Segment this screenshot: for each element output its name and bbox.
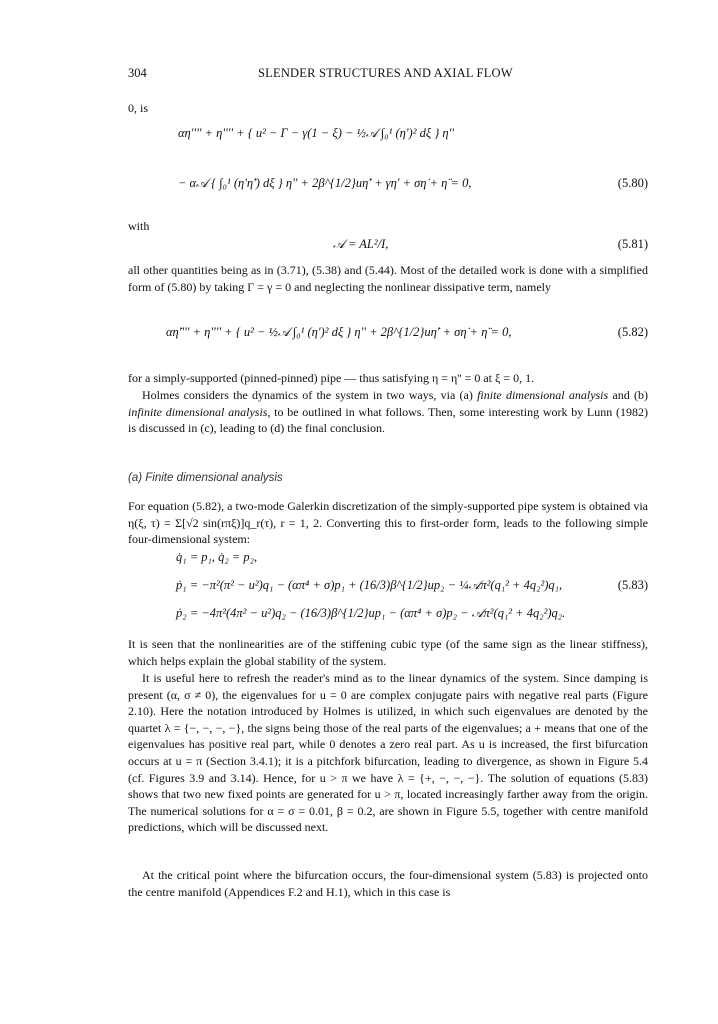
paragraph-1 xyxy=(128,262,648,295)
intro-line xyxy=(128,100,648,117)
finite-dim-term: finite dimensional analysis xyxy=(477,388,609,402)
paragraph-4-text: For equation (5.82), a two-mode Galerkin discretization of the simply-supported pipe system is obtained via η(ξ, τ) = Σ[√2 sin(rπξ)]q_r(τ), r = 1, 2. Converting this to first-order form, leads to the following simple four-dimensional system: xyxy=(128,499,648,547)
equation-5-80-line2 xyxy=(128,176,648,206)
intro-text: 0, is xyxy=(128,101,149,115)
paragraph-5-text: It is seen that the nonlinearities are of the stiffening cubic type (of the same sign as the linear stiffness), which helps explain the global stability of the system. xyxy=(128,637,648,668)
paragraph-4 xyxy=(128,498,648,548)
equation-5-80-part2: − α𝒜 { ∫₀¹ (η'η̇') dξ } η'' + 2β^{1/2}uη̇' + γη' + ση̇ + η̈ = 0, xyxy=(178,176,472,190)
paragraph-7 xyxy=(128,867,648,900)
paragraph-5 xyxy=(128,636,648,669)
equation-5-83-line1 xyxy=(128,550,648,580)
paragraph-1-text: all other quantities being as in (3.71), (5.38) and (5.44). Most of the detailed work is done with a simplified form of (5.80) by taking Γ = γ = 0 and neglecting the nonlinear dissipative term, namely xyxy=(128,263,648,294)
equation-5-80-part1: αη'''' + η'''' + { u² − Γ − γ(1 − ξ) − ½𝒜 ∫₀¹ (η')² dξ } η'' xyxy=(178,126,454,140)
equation-5-83-part1: q̇₁ = p₁, q̇₂ = p₂, xyxy=(176,550,258,564)
equation-5-82 xyxy=(128,325,648,355)
paragraph-6-text: It is useful here to refresh the reader's mind as to the linear dynamics of the system. Since damping is present (α, σ ≠ 0), the eigenvalues for u = 0 are complex conjugate pairs with negative real parts (Figure 2.10). Here the notation introduced by Holmes is utilized, in which such eigenvalues are denoted by the quartet λ = {−, −, −, −}, the signs being those of the real parts of the eigenvalues; a + means that one of the eigenvalues has positive real part, while 0 denotes a zero real part. As u is increased, the first bifurcation occurs at u = π (Section 3.4.1); it is a pitchfork bifurcation, leading to divergence, as shown in Figure 5.4 (cf. Figures 3.9 and 3.14). Hence, for u > π we have λ = {+, −, −, −}. The solution of equations (5.83) shows that two new fixed points are generated for u > π, located increasingly farther away from the origin. The numerical solutions for α = σ = 0.01, β = 0.2, are shown in Figure 5.5, together with centre manifold predictions, which will be discussed next. xyxy=(128,671,648,835)
paragraph-2-text: for a simply-supported (pinned-pinned) pipe — thus satisfying η = η'' = 0 at ξ = 0, 1. xyxy=(128,371,535,385)
with-line xyxy=(128,218,648,235)
equation-number-5-82: (5.82) xyxy=(617,325,648,339)
equation-5-83-line2 xyxy=(128,578,648,608)
paragraph-3-a: Holmes considers the dynamics of the system in two ways, via (a) xyxy=(142,388,478,402)
equation-5-83-part3: ṗ₂ = −4π²(4π² − u²)q₂ − (16/3)β^{1/2}up₁ − (απ⁴ + σ)p₂ − 𝒜π²(q₁² + 4q₂²)q₂. xyxy=(176,606,566,620)
page-number: 304 xyxy=(128,66,147,80)
section-heading-a: (a) Finite dimensional analysis xyxy=(128,472,283,484)
paragraph-3 xyxy=(128,387,648,437)
equation-5-83-part2: ṗ₁ = −π²(π² − u²)q₁ − (απ⁴ + σ)p₁ + (16/3)β^{1/2}up₂ − ¼𝒜π²(q₁² + 4q₂²)q₁, xyxy=(176,578,563,592)
equation-5-80-line1 xyxy=(128,126,648,156)
paragraph-3-text xyxy=(128,387,648,437)
equation-5-82-body: αη̇'''' + η'''' + { u² − ½𝒜 ∫₀¹ (η')² dξ } η'' + 2β^{1/2}uη̇' + ση̇ + η̈ = 0, xyxy=(166,325,512,339)
infinite-dim-term: infinite dimensional analysis xyxy=(128,404,268,419)
paragraph-3-c: and (b) xyxy=(608,388,648,402)
running-title: SLENDER STRUCTURES AND AXIAL FLOW xyxy=(258,66,513,80)
equation-5-81-body: 𝒜 = AL²/I, xyxy=(333,237,389,251)
equation-5-83-line3 xyxy=(128,606,648,636)
paragraph-7-text: At the critical point where the bifurcation occurs, the four-dimensional system (5.83) is projected onto the centre manifold (Appendices F.2 and H.1), which in this case is xyxy=(128,868,648,899)
equation-number-5-81: (5.81) xyxy=(617,237,648,251)
paragraph-2 xyxy=(128,370,648,387)
equation-number-5-80: (5.80) xyxy=(617,176,648,190)
equation-number-5-83: (5.83) xyxy=(617,578,648,592)
paragraph-6 xyxy=(128,670,648,836)
paragraph-3-e: , to be outlined in what follows. Then, some interesting work by Lunn (1982) is discussed in (c), leading to (d) the final conclusion. xyxy=(128,404,648,436)
with-text: with xyxy=(128,219,150,233)
